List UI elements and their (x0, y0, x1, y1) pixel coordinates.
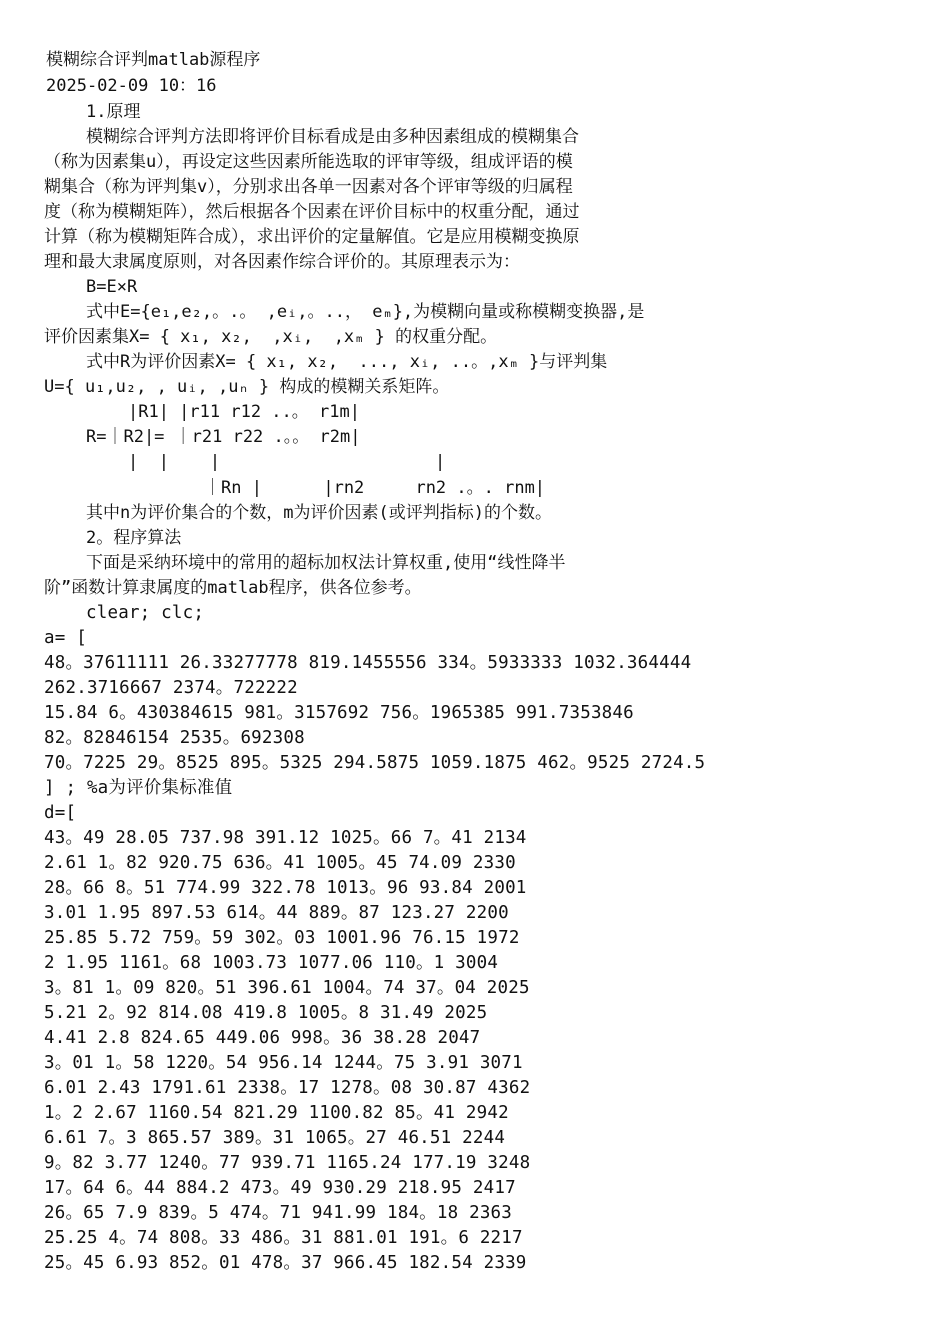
matrix-line: ｜Rn | |rn2 rn2 .。. rnm| (204, 478, 546, 498)
formula: B=E×R (86, 277, 138, 297)
paragraph-line: U={ u₁,u₂, , uᵢ, ,uₙ } 构成的模糊关系矩阵。 (44, 377, 450, 397)
code-line: 43。49 28.05 737.98 391.12 1025。66 7。41 2134 (44, 828, 527, 848)
section-heading-algorithm: 2。程序算法 (86, 528, 182, 548)
code-line: 1。2 2.67 1160.54 821.29 1100.82 85。41 2942 (44, 1103, 509, 1123)
paragraph-line: 阶”函数计算隶属度的matlab程序，供各位参考。 (44, 578, 422, 598)
code-line: 262.3716667 2374。722222 (44, 678, 298, 698)
paragraph-line: 式中R为评价因素X= { x₁, x₂, ..., xᵢ, ..。,xₘ }与评判集 (86, 352, 608, 372)
doc-date: 2025-02-09 10：16 (46, 76, 217, 96)
code-line: 2 1.95 1161。68 1003.73 1077.06 110。1 3004 (44, 953, 499, 973)
code-line: 3。01 1。58 1220。54 956.14 1244。75 3.91 3071 (44, 1053, 523, 1073)
paragraph-line: 模糊综合评判方法即将评价目标看成是由多种因素组成的模糊集合 (86, 127, 579, 147)
paragraph-line: 计算（称为模糊矩阵合成），求出评价的定量解值。它是应用模糊变换原 (44, 227, 580, 247)
code-line: 15.84 6。430384615 981。3157692 756。1965385 991.7353846 (44, 703, 634, 723)
code-line: 2.61 1。82 920.75 636。41 1005。45 74.09 2330 (44, 853, 516, 873)
code-line: 48。37611111 26.33277778 819.1455556 334。5933333 1032.364444 (44, 653, 692, 673)
code-line: 17。64 6。44 884.2 473。49 930.29 218.95 2417 (44, 1178, 516, 1198)
code-line: 25。45 6.93 852。01 478。37 966.45 182.54 2339 (44, 1253, 527, 1273)
code-line: 3.01 1.95 897.53 614。44 889。87 123.27 2200 (44, 903, 509, 923)
paragraph-line: 其中n为评价集合的个数，m为评价因素(或评判指标)的个数。 (86, 503, 552, 523)
paragraph-line: 理和最大隶属度原则，对各因素作综合评价的。其原理表示为： (44, 252, 520, 272)
matrix-line: R=｜R2|= ｜r21 r22 .。。 r2m| (86, 427, 361, 447)
code-line: d=[ (44, 803, 77, 823)
code-line: clear; clc; (86, 603, 205, 623)
paragraph-line: （称为因素集u），再设定这些因素所能选取的评审等级，组成评语的模 (44, 152, 573, 172)
paragraph-line: 糊集合（称为评判集v），分别求出各单一因素对各个评审等级的归属程 (44, 177, 573, 197)
code-line: 3。81 1。09 820。51 396.61 1004。74 37。04 2025 (44, 978, 530, 998)
code-line: 6.61 7。3 865.57 389。31 1065。27 46.51 2244 (44, 1128, 506, 1148)
doc-title: 模糊综合评判matlab源程序 (46, 50, 261, 70)
paragraph-line: 评价因素集X= { x₁, x₂, ,xᵢ, ,xₘ } 的权重分配。 (44, 327, 498, 347)
matrix-line: | | | | (128, 452, 446, 472)
code-line: 28。66 8。51 774.99 322.78 1013。96 93.84 2001 (44, 878, 527, 898)
section-heading-principle: 1.原理 (86, 102, 141, 122)
matrix-line: |R1| |r11 r12 ..。 r1m| (128, 402, 360, 422)
code-line: a= [ (44, 628, 87, 648)
code-line: 82。82846154 2535。692308 (44, 728, 305, 748)
paragraph-line: 式中E={e₁,e₂,。.。 ,eᵢ,。..， eₘ},为模糊向量或称模糊变换器,是 (86, 302, 645, 322)
code-line: 5.21 2。92 814.08 419.8 1005。8 31.49 2025 (44, 1003, 488, 1023)
code-line: 25.25 4。74 808。33 486。31 881.01 191。6 2217 (44, 1228, 523, 1248)
paragraph-line: 下面是采纳环境中的常用的超标加权法计算权重,使用“线性降半 (86, 553, 566, 573)
code-line: 4.41 2.8 824.65 449.06 998。36 38.28 2047 (44, 1028, 481, 1048)
paragraph-line: 度（称为模糊矩阵），然后根据各个因素在评价目标中的权重分配，通过 (44, 202, 580, 222)
code-line: 9。82 3.77 1240。77 939.71 1165.24 177.19 3248 (44, 1153, 531, 1173)
code-line: 26。65 7.9 839。5 474。71 941.99 184。18 2363 (44, 1203, 513, 1223)
code-line: 6.01 2.43 1791.61 2338。17 1278。08 30.87 4362 (44, 1078, 531, 1098)
code-line: 25.85 5.72 759。59 302。03 1001.96 76.15 1972 (44, 928, 520, 948)
code-line: 70。7225 29。8525 895。5325 294.5875 1059.1875 462。9525 2724.5 (44, 753, 706, 773)
code-line: ] ; %a为评价集标准值 (44, 778, 233, 798)
